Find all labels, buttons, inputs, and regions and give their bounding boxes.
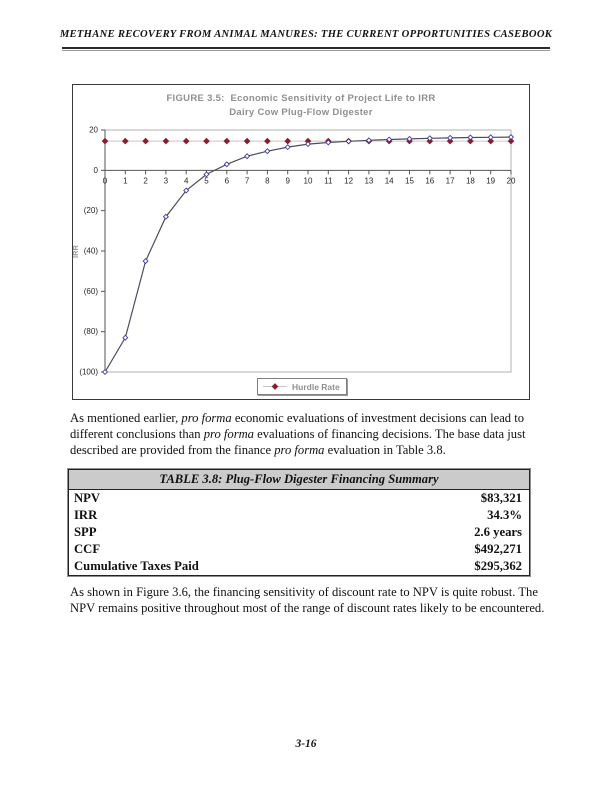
svg-text:14: 14 — [384, 176, 394, 186]
svg-text:0: 0 — [93, 165, 98, 175]
row-label: IRR — [74, 508, 98, 522]
svg-text:9: 9 — [285, 176, 290, 186]
svg-text:20: 20 — [89, 125, 98, 135]
svg-text:(60): (60) — [83, 286, 98, 296]
table-row — [69, 490, 529, 507]
financing-summary-table — [68, 469, 530, 576]
row-value: $492,271 — [474, 542, 522, 556]
paragraph-1 — [70, 410, 540, 458]
table-row — [69, 507, 529, 524]
svg-text:19: 19 — [486, 176, 496, 186]
svg-text:2: 2 — [143, 176, 148, 186]
svg-text:17: 17 — [445, 176, 455, 186]
row-label: CCF — [74, 542, 101, 556]
svg-text:12: 12 — [344, 176, 354, 186]
table-title: TABLE 3.8: Plug-Flow Digester Financing Summary — [69, 470, 529, 490]
header-rule — [62, 47, 550, 51]
y-axis-label: IRR — [70, 245, 80, 258]
svg-text:16: 16 — [425, 176, 435, 186]
svg-text:5: 5 — [204, 176, 209, 186]
row-label: Cumulative Taxes Paid — [74, 559, 199, 573]
row-label: NPV — [74, 491, 101, 505]
row-value: 34.3% — [487, 508, 522, 522]
svg-text:8: 8 — [265, 176, 270, 186]
table-row — [69, 524, 529, 541]
paragraph-2 — [70, 584, 545, 616]
svg-text:3: 3 — [163, 176, 169, 186]
row-value: $295,362 — [474, 559, 522, 573]
svg-text:(100): (100) — [79, 367, 98, 377]
hurdle-rate-marker-icon — [262, 382, 288, 391]
table-row — [69, 541, 529, 558]
legend-label: Hurdle Rate — [292, 381, 340, 392]
figure-title: FIGURE 3.5: Economic Sensitivity of Project Life to IRR — [166, 93, 436, 104]
svg-text:(20): (20) — [83, 206, 98, 216]
paragraph-line: As mentioned earlier, pro forma economic evaluations of investment decisions can lead to — [70, 411, 525, 425]
paragraph-line: different conclusions than pro forma evaluations of financing decisions. The base data just — [70, 427, 526, 441]
running-header: METHANE RECOVERY FROM ANIMAL MANURES: THE CURRENT OPPORTUNITIES CASEBOOK — [59, 29, 553, 40]
svg-text:(80): (80) — [83, 327, 98, 337]
svg-text:13: 13 — [364, 176, 374, 186]
row-label: SPP — [74, 525, 97, 539]
svg-text:1: 1 — [123, 176, 128, 186]
row-value: $83,321 — [480, 491, 522, 505]
svg-text:20: 20 — [506, 176, 516, 186]
row-value: 2.6 years — [474, 525, 522, 539]
line-chart — [70, 85, 529, 399]
svg-text:0: 0 — [102, 176, 108, 186]
figure-3-5 — [72, 84, 530, 400]
svg-text:15: 15 — [405, 176, 414, 186]
svg-text:7: 7 — [244, 176, 250, 186]
paragraph-line: NPV remains positive throughout most of the range of discount rates likely to be encountered. — [70, 601, 545, 615]
svg-text:18: 18 — [465, 176, 475, 186]
chart-legend — [257, 378, 347, 395]
svg-text:4: 4 — [183, 176, 189, 186]
svg-text:11: 11 — [324, 176, 333, 186]
page-number: 3-16 — [295, 738, 317, 750]
table-3-8 — [67, 468, 531, 577]
paragraph-line: As shown in Figure 3.6, the financing sensitivity of discount rate to NPV is quite robust. The — [70, 585, 538, 599]
svg-text:(40): (40) — [83, 246, 98, 256]
svg-text:10: 10 — [303, 176, 313, 186]
table-row — [69, 558, 529, 575]
paragraph-line: described are provided from the finance pro forma evaluation in Table 3.8. — [70, 443, 446, 457]
svg-text:6: 6 — [224, 176, 230, 186]
figure-subtitle: Dairy Cow Plug-Flow Digester — [229, 107, 373, 118]
